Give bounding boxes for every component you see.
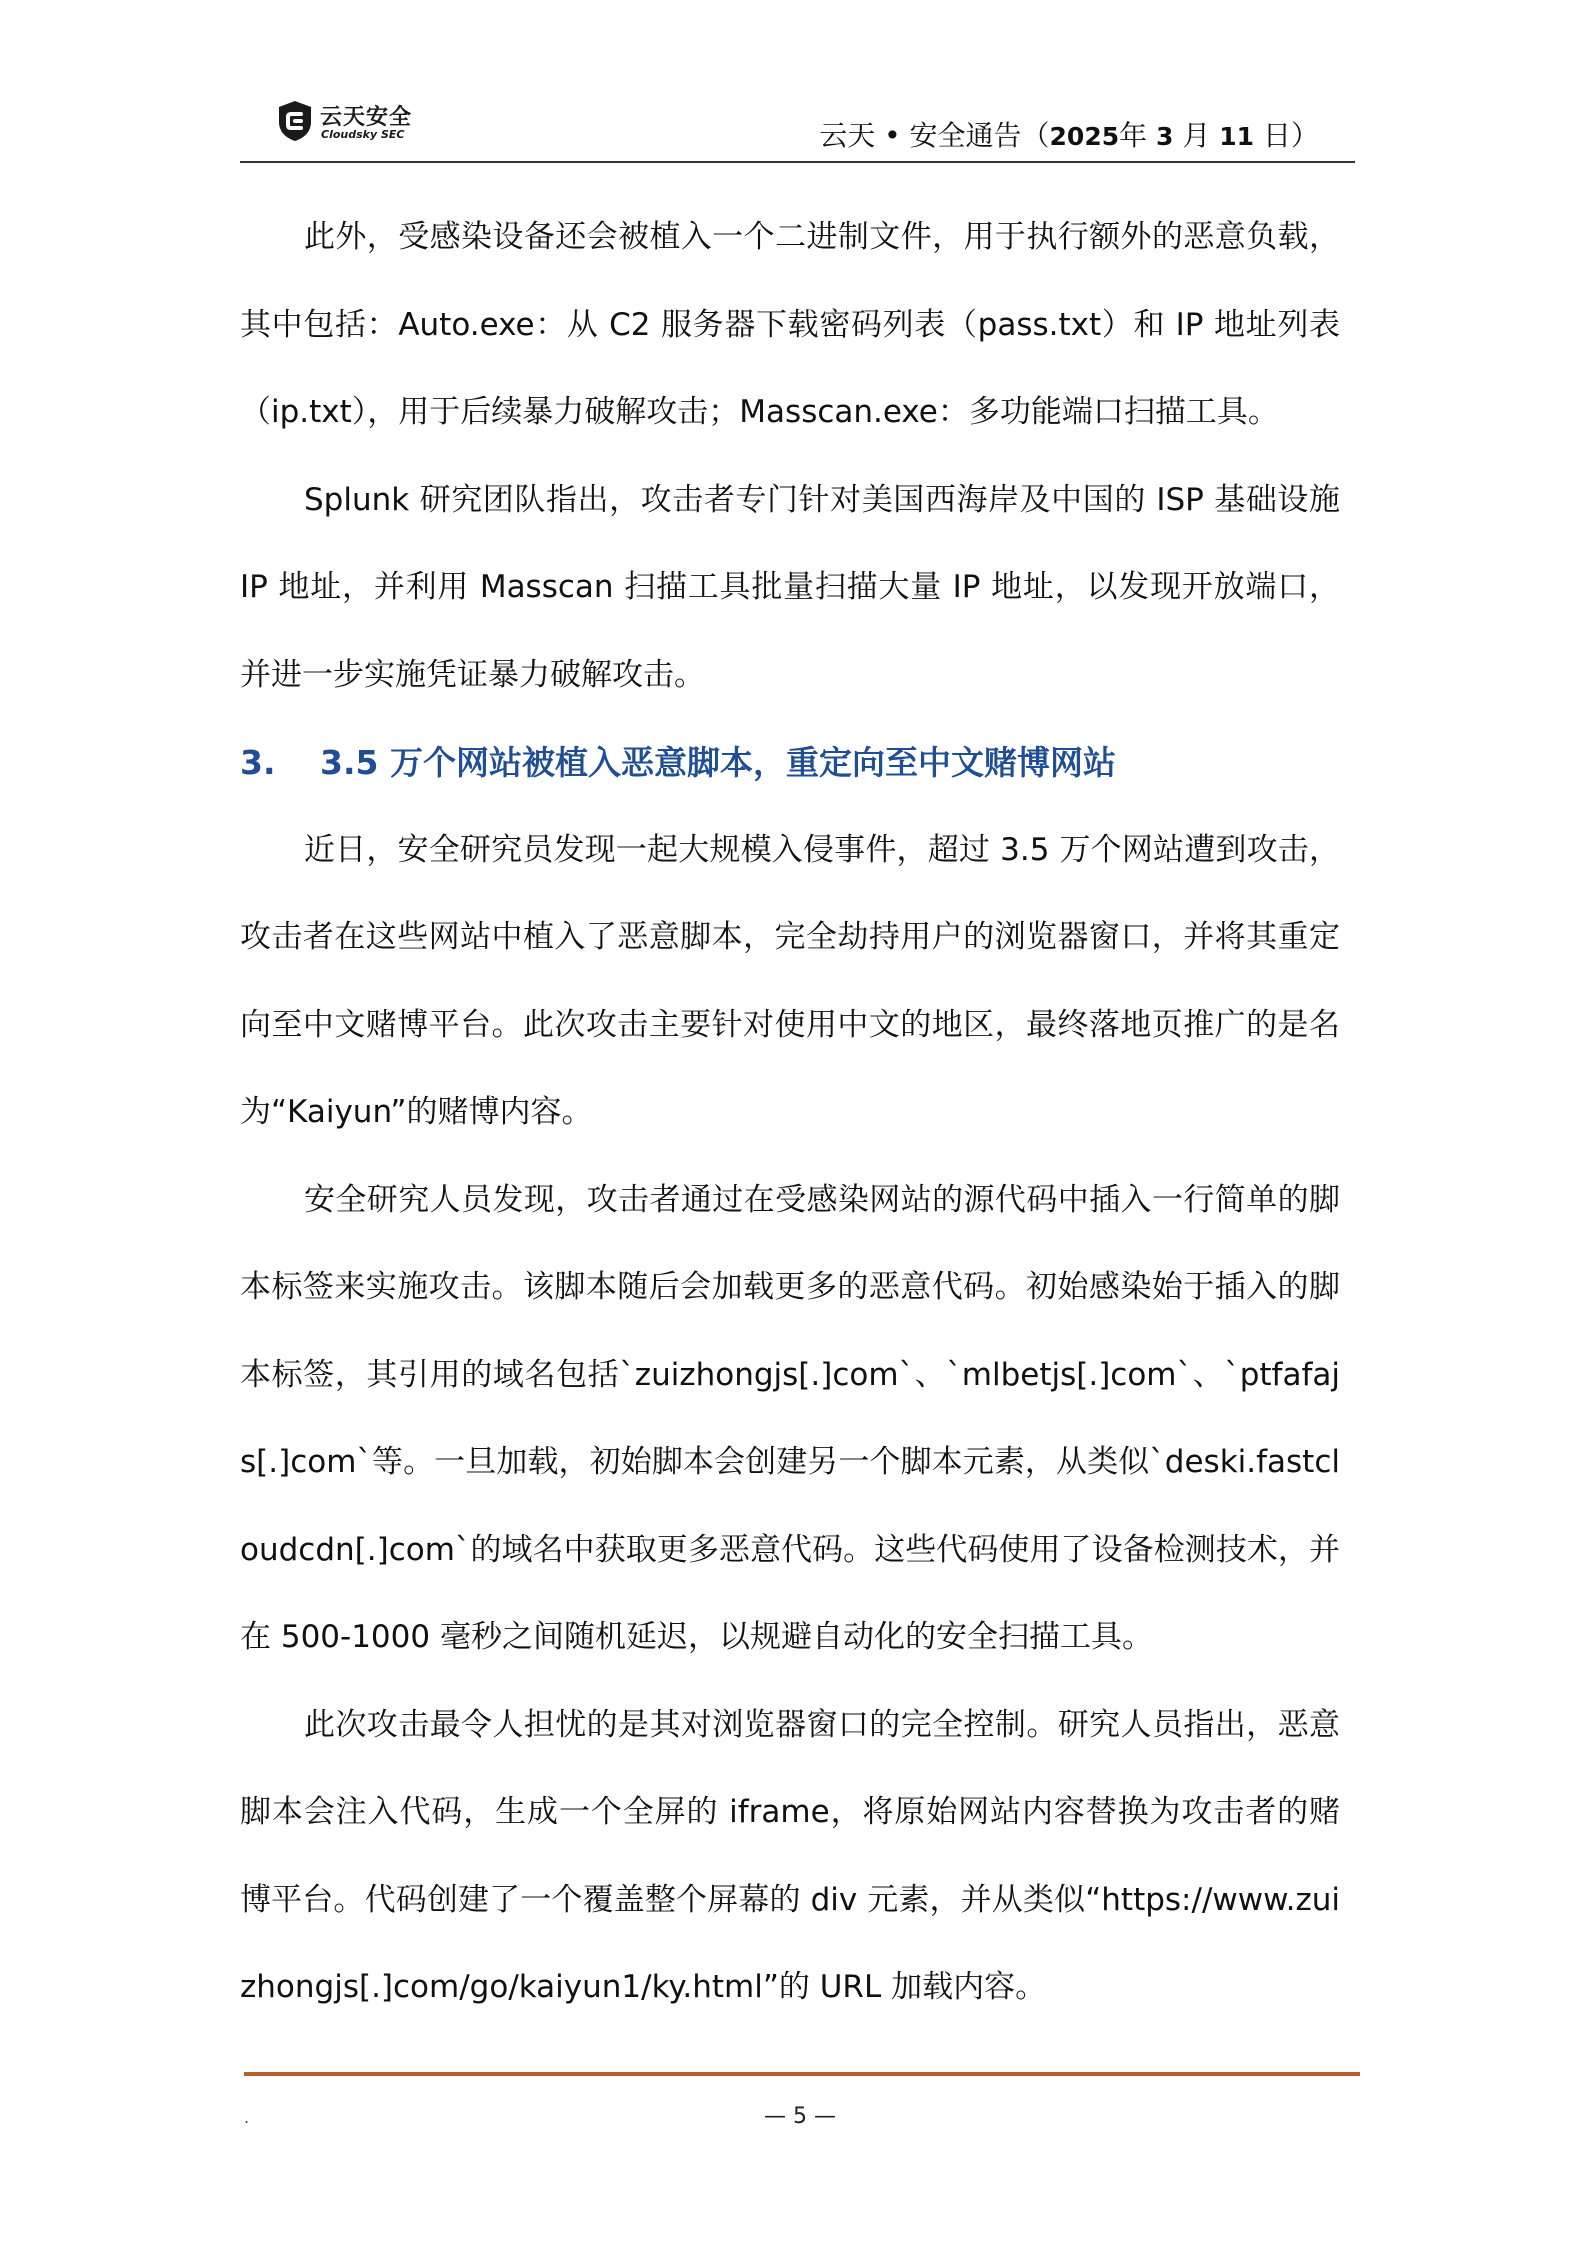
page-header [240, 92, 1355, 160]
bulletin-year: 2025 [1049, 122, 1120, 151]
page-number: — 5 — [764, 2104, 836, 2129]
paragraph-browser-hijack: 此次攻击最令人担忧的是其对浏览器窗口的完全控制。研究人员指出，恶意脚本会注入代码，生成一个全屏的 iframe，将原始网站内容替换为攻击者的赌博平台。代码创建了一个覆盖整个屏幕的 div 元素，并从类似“https://www.zuizhongjs[.]com/go/kaiyun1/ky.html”的 URL 加载内容。 [240, 1706, 1340, 2005]
shield-c-logo-icon [276, 100, 314, 142]
bulletin-prefix: 云天 • 安全通告（ [819, 119, 1050, 152]
bulletin-day: 11 [1219, 122, 1255, 151]
logo-chinese-name: 云天安全 [320, 105, 413, 130]
document-body [240, 194, 1340, 2032]
bulletin-title [819, 114, 1319, 154]
paragraph-intrusion-event: 近日，安全研究员发现一起大规模入侵事件，超过 3.5 万个网站遭到攻击，攻击者在这些网站中植入了恶意脚本，完全劫持用户的浏览器窗口，并将其重定向至中文赌博平台。此次攻击主要针对使用中文的地区，最终落地页推广的是名为“Kaiyun”的赌博内容。 [240, 831, 1340, 1130]
section-number: 3. [240, 743, 276, 782]
bulletin-month-unit: 月 [1182, 119, 1211, 152]
paragraph-binary-payload: 此外，受感染设备还会被植入一个二进制文件，用于执行额外的恶意负载，其中包括：Auto.exe：从 C2 服务器下载密码列表（pass.txt）和 IP 地址列表（ip.txt），用于后续暴力破解攻击；Masscan.exe：多功能端口扫描工具。 [240, 219, 1340, 430]
paragraph-splunk-research: Splunk 研究团队指出，攻击者专门针对美国西海岸及中国的 ISP 基础设施 IP 地址，并利用 Masscan 扫描工具批量扫描大量 IP 地址，以发现开放端口，并进一步实施凭证暴力破解攻击。 [240, 481, 1340, 693]
section-title: 3.5 万个网站被植入恶意脚本，重定向至中文赌博网站 [320, 743, 1116, 782]
header-divider [240, 161, 1355, 163]
logo-english-name: Cloudsky SEC [321, 128, 405, 141]
company-logo [276, 98, 436, 148]
section-heading [240, 719, 1340, 807]
footer-divider [244, 2072, 1360, 2076]
footer-mark: . [244, 2108, 250, 2127]
bulletin-month: 3 [1156, 122, 1174, 151]
paragraph-script-injection: 安全研究人员发现，攻击者通过在受感染网站的源代码中插入一行简单的脚本标签来实施攻击。该脚本随后会加载更多的恶意代码。初始感染始于插入的脚本标签，其引用的域名包括`zuizhongjs[.]com`、`mlbetjs[.]com`、`ptfafajs[.]com`等。一旦加载，初始脚本会创建另一个脚本元素，从类似`deski.fastcloudcdn[.]com`的域名中获取更多恶意代码。这些代码使用了设备检测技术，并在 500-1000 毫秒之间随机延迟，以规避自动化的安全扫描工具。 [240, 1181, 1340, 1655]
bulletin-day-unit: 日） [1262, 119, 1319, 152]
bulletin-year-unit: 年 [1119, 119, 1148, 152]
